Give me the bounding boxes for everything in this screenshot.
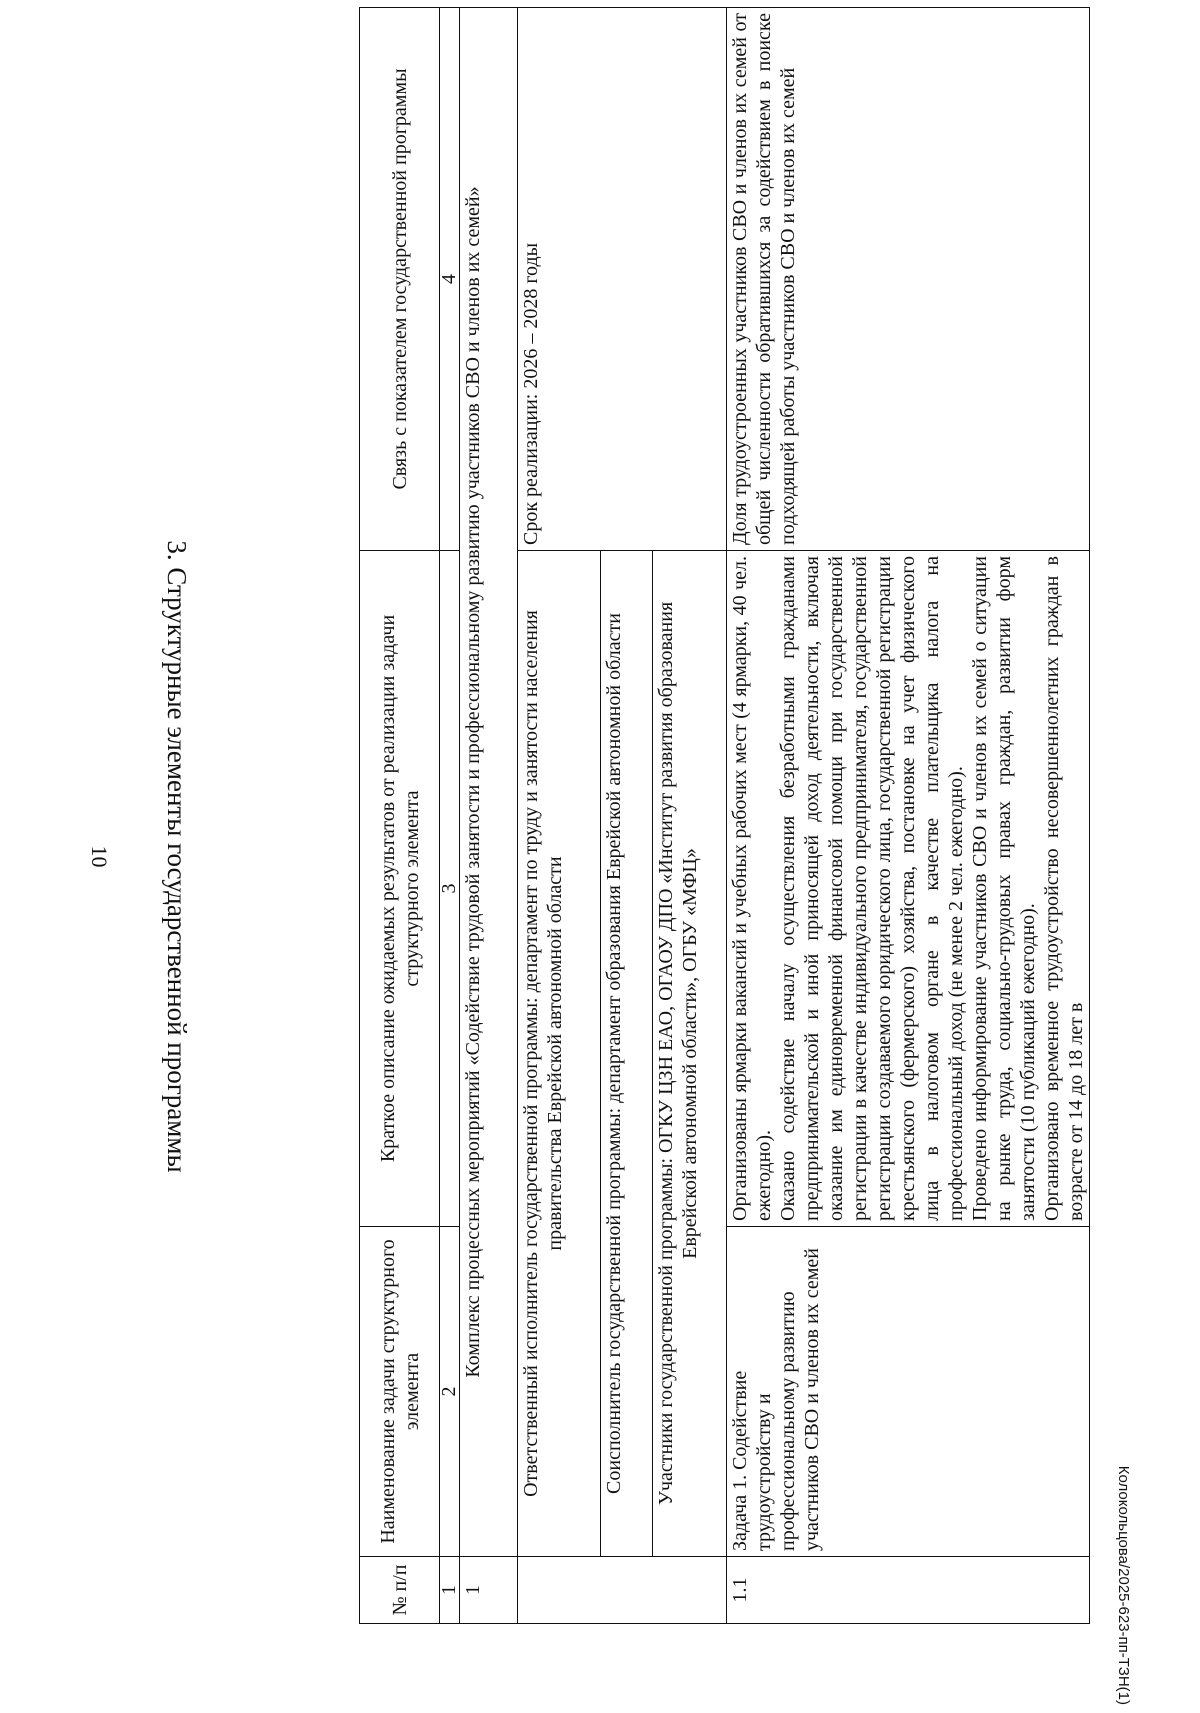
- task-indicator: Доля трудоустроенных участников СВО и членов их семей от общей численности обратившихся за содействием в поиске подходящей работы участников СВО и членов их семей: [727, 8, 1090, 551]
- column-number: 1: [440, 1557, 460, 1624]
- section-title: 3. Структурные элементы государственной программы: [162, 540, 192, 1173]
- column-number: 4: [440, 8, 460, 551]
- responsible-executor: Ответственный исполнитель государственной программы: департамент по труду и занятости населения правительства Еврейской автономной области: [518, 551, 600, 1556]
- complex-title: Комплекс процессных мероприятий «Содействие трудовой занятости и профессиональному развитию участников СВО и членов их семей»: [460, 8, 518, 1557]
- result-item: Организованы ярмарки вакансий и учебных рабочих мест (4 ярмарки, 40 чел. ежегодно).: [729, 556, 775, 1221]
- column-number: 3: [440, 551, 460, 1227]
- execution-info-row: [518, 8, 727, 1624]
- header-results: Краткое описание ожидаемых результатов от реализации задачи структурного элемента: [360, 551, 440, 1227]
- executors-cell: [518, 551, 727, 1557]
- empty-cell: [518, 1557, 727, 1624]
- result-item: Проведено информирование участников СВО и членов их семей о ситуации на рынке труда, социально-трудовых правах граждан, развитии форм занятости (10 публикаций ежегодно).: [969, 556, 1039, 1221]
- task-row: [727, 8, 1090, 1624]
- complex-row: [460, 8, 518, 1624]
- header-indicator: Связь с показателем государственной программы: [360, 8, 440, 551]
- footer-doc-code: Колокольцова/2025-623-пп-ТЗН(1): [1115, 1465, 1132, 1705]
- complex-num: 1: [460, 1557, 518, 1624]
- task-name: Задача 1. Содействие трудоустройству и профессиональному развитию участников СВО и членов их семей: [727, 1227, 1090, 1557]
- page-number: 10: [87, 845, 112, 868]
- column-number: 2: [440, 1227, 460, 1557]
- task-num: 1.1: [727, 1557, 1090, 1624]
- column-numbers-row: [440, 8, 460, 1624]
- header-task-name: Наименование задачи структурного элемента: [360, 1227, 440, 1557]
- result-item: Оказано содействие началу осуществления безработными гражданами предпринимательской и иной приносящей доход деятельности, включая оказание им единовременной финансовой помощи при государственной регистрации в качестве индивидуального предпринимателя, государственной регистрации создаваемого юридического лица, государственной регистрации крестьянского (фермерского) хозяйства, постановке на учет физического лица в налоговом органе в качестве плательщика налога на профессиональный доход (не менее 2 чел. ежегодно).: [777, 556, 967, 1221]
- co-executor: Соисполнитель государственной программы: департамент образования Еврейской автономной области: [600, 551, 652, 1556]
- task-results: [727, 551, 1090, 1227]
- header-num: № п/п: [360, 1557, 440, 1624]
- participants: Участники государственной программы: ОГКУ ЦЗН ЕАО, ОГАОУ ДПО «Институт развития образования Еврейской автономной области», ОГБУ «МФЦ»: [654, 601, 701, 1506]
- term-cell: Срок реализации: 2026 – 2028 годы: [518, 8, 727, 551]
- result-item: Организовано временное трудоустройство несовершеннолетних граждан в возрасте от 14 до 18 лет в: [1041, 556, 1087, 1221]
- executors-subtable: [518, 551, 726, 1556]
- structural-elements-table: [359, 7, 1090, 1624]
- table-header-row: [360, 8, 440, 1624]
